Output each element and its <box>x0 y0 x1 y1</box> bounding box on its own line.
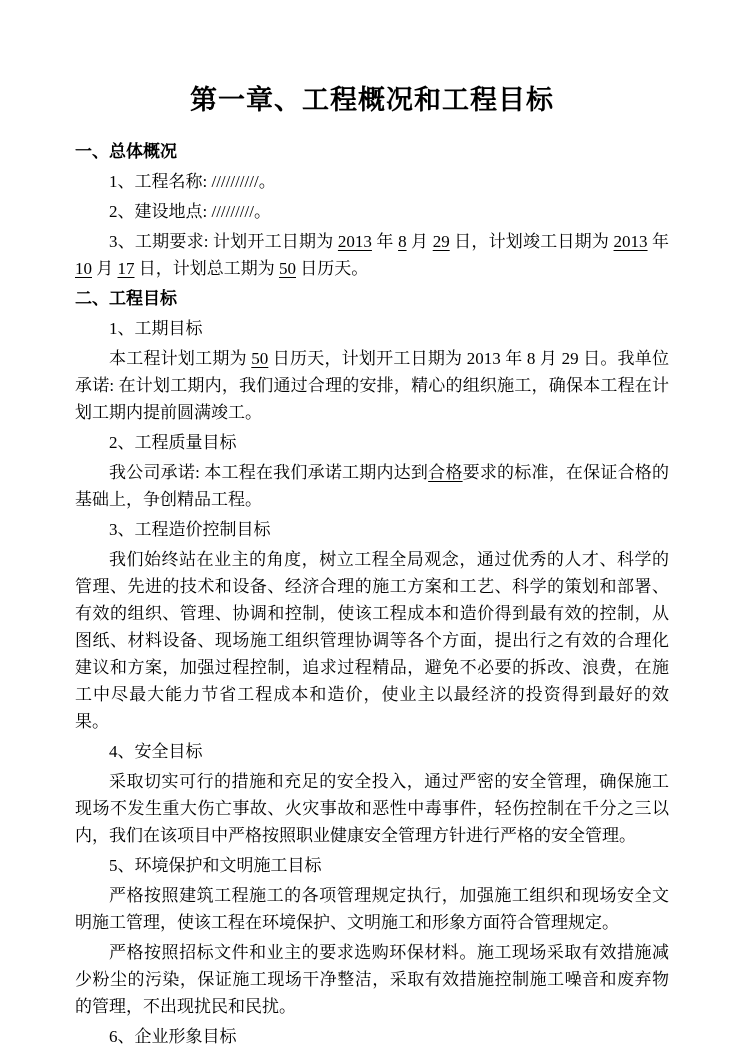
paragraph <box>75 345 669 426</box>
paragraph <box>75 882 669 936</box>
sub-heading <box>75 315 669 342</box>
underlined-text: 2013 <box>613 232 648 251</box>
text-run: 1、工期目标 <box>109 319 203 338</box>
underlined-text: 2013 <box>337 232 372 251</box>
text-run: 年 <box>647 232 670 251</box>
text-run: 6、企业形象目标 <box>109 1027 237 1046</box>
section-heading <box>75 138 669 165</box>
underlined-text: 17 <box>117 259 135 278</box>
text-run: 严格按照招标文件和业主的要求选购环保材料。施工现场采取有效措施减少粉尘的污染，保证施工现场干净整洁，采取有效措施控制施工噪音和废弃物的管理，不出现扰民和民扰。 <box>75 943 669 1016</box>
underlined-text: 10 <box>75 259 92 278</box>
text-run: 严格按照建筑工程施工的各项管理规定执行，加强施工组织和现场安全文明施工管理，使该工程在环境保护、文明施工和形象方面符合管理规定。 <box>75 886 669 932</box>
paragraph <box>75 228 669 282</box>
text-run: 2、建设地点: /////////。 <box>109 202 271 221</box>
underlined-text: 50 <box>251 349 269 368</box>
section-heading <box>75 285 669 312</box>
text-run: 本工程计划工期为 <box>109 349 252 368</box>
paragraph <box>75 546 669 735</box>
text-run: 月 <box>92 259 118 278</box>
text-run: 2、工程质量目标 <box>109 433 237 452</box>
text-run: 要求的标准，在保证合格的基础上，争创精品工程。 <box>75 463 670 509</box>
sub-heading <box>75 852 669 879</box>
sub-heading <box>75 738 669 765</box>
underlined-text: 29 <box>432 232 450 251</box>
text-run: 一、总体概况 <box>75 142 177 161</box>
text-run: 月 <box>406 232 433 251</box>
text-run: 日，计划总工期为 <box>134 259 279 278</box>
list-item <box>75 168 669 195</box>
text-run: 我公司承诺: 本工程在我们承诺工期内达到 <box>109 463 429 482</box>
paragraph <box>75 768 669 849</box>
paragraph <box>75 939 669 1020</box>
underlined-text: 合格 <box>428 463 463 482</box>
text-run: 日历天，计划开工日期为 2013 年 8 月 29 日。我单位承诺: 在计划工期内，我们通过合理的安排，精心的组织施工，确保本工程在计划工期内提前圆满竣工。 <box>75 349 670 422</box>
sub-heading <box>75 429 669 456</box>
text-run: 日，计划竣工日期为 <box>449 232 614 251</box>
sub-heading <box>75 516 669 543</box>
text-run: 日历天。 <box>296 259 369 278</box>
text-run: 3、工期要求: 计划开工日期为 <box>109 232 338 251</box>
text-run: 4、安全目标 <box>109 742 203 761</box>
text-run: 3、工程造价控制目标 <box>109 520 271 539</box>
document-title: 第一章、工程概况和工程目标 <box>190 85 554 115</box>
text-run: 1、工程名称: //////////。 <box>109 172 276 191</box>
list-item <box>75 198 669 225</box>
text-run: 采取切实可行的措施和充足的安全投入，通过严密的安全管理，确保施工现场不发生重大伤亡事故、火灾事故和恶性中毒事件，轻伤控制在千分之三以内，我们在该项目中严格按照职业健康安全管理方针进行严格的安全管理。 <box>75 772 669 845</box>
text-run: 年 <box>371 232 399 251</box>
text-run: 5、环境保护和文明施工目标 <box>109 856 322 875</box>
text-run: 二、工程目标 <box>75 289 177 308</box>
text-run: 我们始终站在业主的角度，树立工程全局观念，通过优秀的人才、科学的管理、先进的技术和设备、经济合理的施工方案和工艺、科学的策划和部署、有效的组织、管理、协调和控制，使该工程成本和造价得到最有效的控制，从图纸、材料设备、现场施工组织管理协调等各个方面，提出行之有效的合理化建议和方案，加强过程控制，追求过程精品，避免不必要的拆改、浪费，在施工中尽最大能力节省工程成本和造价，使业主以最经济的投资得到最好的效果。 <box>75 550 669 731</box>
paragraph <box>75 459 669 513</box>
sub-heading <box>75 1023 669 1050</box>
underlined-text: 50 <box>279 259 296 278</box>
underlined-text: 8 <box>398 232 407 251</box>
document-body <box>75 138 669 1050</box>
